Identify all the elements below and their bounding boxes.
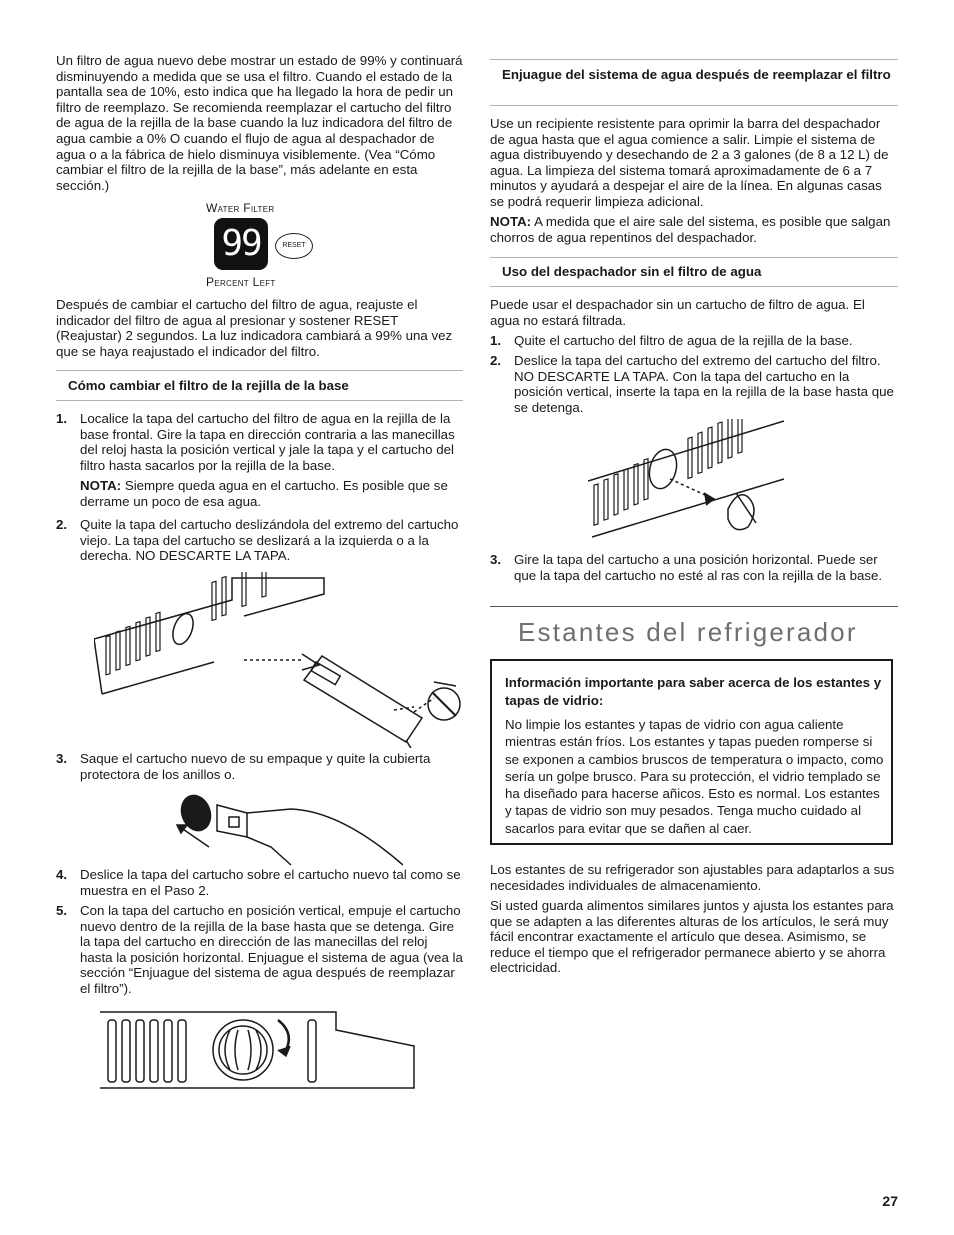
note-text: A medida que el aire sale del sistema, es posible que salgan chorros de agua repentinos del despachador.: [490, 214, 891, 245]
shelves-paragraph-2: Si usted guarda alimentos similares juntos y ajusta los estantes para que se adapten a las diferentes alturas de los artículos, le será muy fácil encontrar exactamente el artículo que desea. Asimismo, se reduce el tiempo que el refrigerador permanece abierto y se ahorra electricidad.: [490, 898, 894, 976]
left-step-5: [56, 903, 463, 997]
notice-body: No limpie los estantes y tapas de vidrio con agua caliente mientras están fríos. Los estantes y tapas pueden romperse si se exponen a cambios bruscos de temperatura o impacto, como sería un golpe brusco. Para su protección, el vidrio templado se ha diseñado para hacerse añicos. Esto es normal. Los estantes y tapas de vidrio son muy pesados. Tenga mucho cuidado al sacarlos para evitar que se dañen al caer.: [505, 717, 884, 836]
nofilter-paragraph: Puede usar el despachador sin un cartucho de filtro de agua. El agua no estará filtrada.: [490, 297, 865, 328]
rinse-note: [490, 214, 898, 245]
right-step-2: [490, 353, 898, 415]
note-label: NOTA:: [490, 214, 532, 229]
percent-left-label: Percent Left: [206, 275, 276, 289]
after-reset-paragraph: Después de cambiar el cartucho del filtro de agua, reajuste el indicador del filtro de agua al presionar y sostener RESET (Reajustar) 2 segundos. La luz indicadora cambiará a 99% una vez que se haya reajustado el indicador del filtro.: [56, 297, 453, 359]
filter-display: [214, 218, 268, 270]
shelves-title: Estantes del refrigerador: [518, 617, 858, 647]
nofilter-rule-top: [490, 257, 898, 258]
step-text: Deslice la tapa del cartucho del extremo del cartucho del filtro. NO DESCARTE LA TAPA. Con la tapa del cartucho en la posición vertical, inserte la tapa en la rejilla de la base hasta que se detenga.: [514, 353, 894, 415]
left-step-1: [56, 411, 463, 473]
nofilter-rule-bottom: [490, 286, 898, 287]
step-number: 4.: [56, 867, 68, 882]
cap-in-grille-illustration: [588, 419, 788, 539]
step-number: 2.: [56, 517, 68, 532]
left-step-3: [56, 751, 463, 782]
section-rule-bottom: [56, 400, 463, 401]
step-text: Quite la tapa del cartucho deslizándola del extremo del cartucho viejo. La tapa del cartucho se deslizará a la izquierda o a la derecha. NO DESCARTE LA TAPA.: [80, 517, 459, 564]
right-step-1: [490, 333, 898, 349]
note-text: Siempre queda agua en el cartucho. Es posible que se derrame un poco de esa agua.: [80, 478, 448, 509]
rinse-paragraph: Use un recipiente resistente para oprimir la barra del despachador de agua hasta que el agua comience a salir. Limpie el sistema de agua distribuyendo y desechando de 2 a 3 galones (de 8 a 12 L) de agua. La limpieza del sistema tomará aproximadamente de 6 a 7 minutos y ayudará a despejar el aire de la línea. En algunas casas se podrá requerir limpieza adicional.: [490, 116, 889, 209]
left-step-4: [56, 867, 463, 898]
step-text: Quite el cartucho del filtro de agua de la rejilla de la base.: [514, 333, 853, 348]
new-cartridge-illustration: [171, 787, 403, 867]
step-number: 3.: [490, 552, 502, 567]
step-text: Con la tapa del cartucho en posición vertical, empuje el cartucho nuevo dentro de la rejilla de la base hasta que se detenga. Gire la tapa del cartucho en dirección de las manecillas del reloj hasta la posición horizontal. Enjuague el sistema de agua (vea la sección “Enjuague del sistema de agua después de reemplazar el filtro”).: [80, 903, 463, 996]
step-number: 1.: [490, 333, 502, 348]
rinse-rule-top: [490, 59, 898, 60]
page-number: 27: [882, 1193, 898, 1209]
left-note-1: [56, 478, 463, 509]
water-filter-indicator: [206, 198, 326, 290]
shelves-rule: [490, 606, 898, 607]
note-label: NOTA:: [80, 478, 122, 493]
rinse-rule-bottom: [490, 105, 898, 106]
water-filter-label: Water Filter: [206, 201, 275, 215]
section-title-change-filter: Cómo cambiar el filtro de la rejilla de la base: [68, 378, 349, 393]
left-step-2: [56, 517, 463, 564]
intro-paragraph: Un filtro de agua nuevo debe mostrar un estado de 99% y continuará disminuyendo a medida que se usa el filtro. Cuando el estado de la pantalla sea de 10%, esto indica que ha llegado la hora de pedir un filtro de reemplazo. Se recomienda reemplazar el cartucho del filtro de agua de la rejilla de la base cuando la luz indicadora del filtro de agua cambie a 0% O cuando el flujo de agua al despachador de agua o a la fábrica de hielo disminuya visiblemente. (Vea “Cómo cambiar el filtro de la rejilla de la base”, más adelante en esta sección.): [56, 53, 463, 193]
step-number: 1.: [56, 411, 68, 426]
notice-title: Información importante para saber acerca de los estantes y tapas de vidrio:: [505, 675, 882, 708]
right-step-3: [490, 552, 898, 583]
cartridge-removal-illustration: [94, 572, 466, 748]
grille-cap-illustration: [100, 1008, 418, 1092]
step-text: Deslice la tapa del cartucho sobre el cartucho nuevo tal como se muestra en el Paso 2.: [80, 867, 461, 898]
step-number: 3.: [56, 751, 68, 766]
step-text: Localice la tapa del cartucho del filtro de agua en la rejilla de la base frontal. Gire la tapa en dirección contraria a las manecillas del reloj hasta la posición vertical y jale la tapa y el cartucho del filtro hasta sacarlos por la rejilla de la base.: [80, 411, 455, 473]
filter-display-value: 99: [221, 223, 261, 264]
step-text: Gire la tapa del cartucho a una posición horizontal. Puede ser que la tapa del cartucho no esté al ras con la rejilla de la base.: [514, 552, 883, 583]
step-number: 5.: [56, 903, 68, 918]
section-title-rinse: Enjuague del sistema de agua después de reemplazar el filtro: [502, 67, 891, 82]
section-rule-top: [56, 370, 463, 371]
section-title-no-filter: Uso del despachador sin el filtro de agua: [502, 264, 762, 279]
step-text: Saque el cartucho nuevo de su empaque y quite la cubierta protectora de los anillos o.: [80, 751, 431, 782]
reset-button[interactable]: RESET: [275, 233, 313, 259]
step-number: 2.: [490, 353, 502, 368]
shelves-paragraph-1: Los estantes de su refrigerador son ajustables para adaptarlos a sus necesidades individuales de almacenamiento.: [490, 862, 895, 893]
glass-shelves-notice: [490, 659, 893, 845]
